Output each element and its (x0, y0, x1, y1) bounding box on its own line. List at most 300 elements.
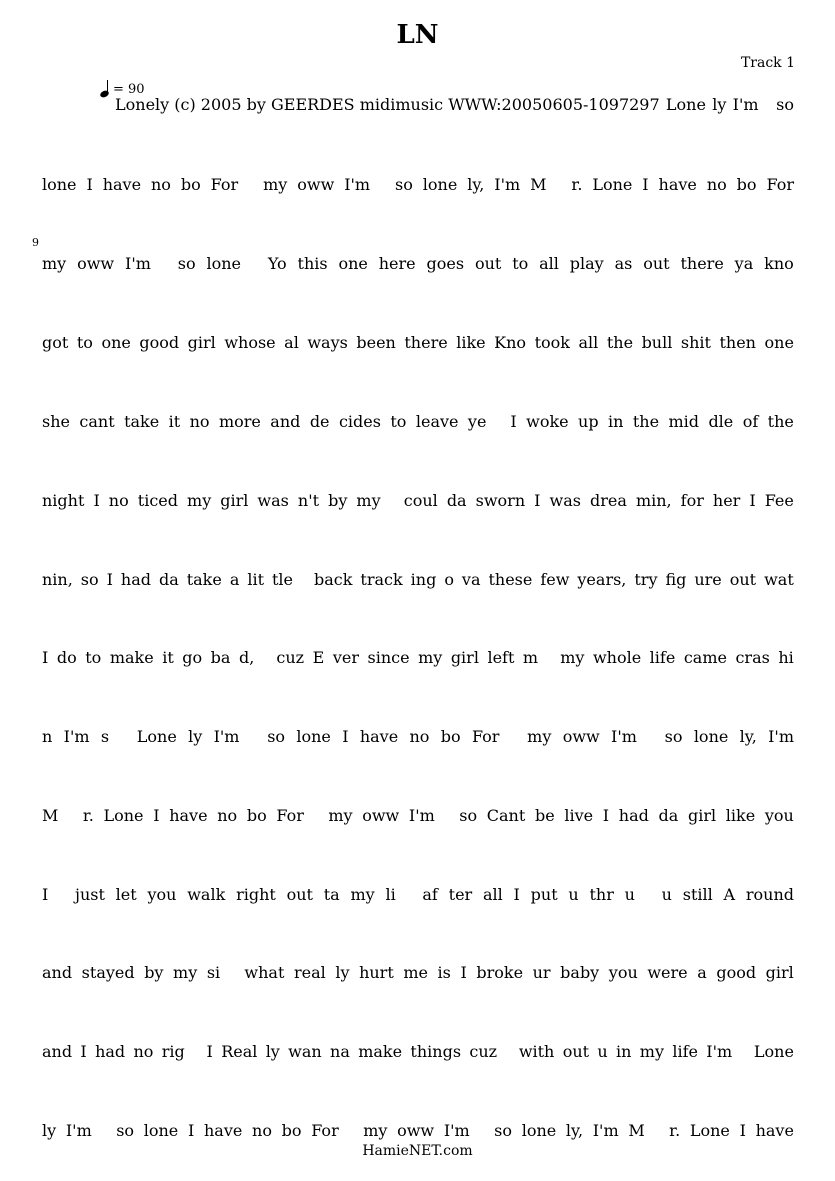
lyric-syllable: leave (415, 412, 459, 431)
lyric-syllable (511, 727, 516, 746)
lyric-syllable: u (568, 885, 579, 904)
lyric-syllable: girl (187, 333, 216, 352)
lyric-syllable: I (106, 570, 113, 589)
lyric-syllable: for (680, 491, 704, 510)
lyric-syllable: For (311, 1121, 339, 1140)
lyric-syllable (120, 727, 125, 746)
lyric-syllable: you (147, 885, 177, 904)
lyric-syllable: so (395, 175, 413, 194)
lyric-syllable: n (42, 727, 53, 746)
lyric-syllable: like (725, 806, 756, 825)
lyric-syllable: these (488, 570, 533, 589)
lyric-syllable: oww (77, 254, 115, 273)
lyric-syllable (407, 885, 412, 904)
lyric-syllable: kno (764, 254, 794, 273)
lyric-syllable: more (218, 412, 261, 431)
lyric-line (42, 963, 794, 982)
lyric-syllable: take (124, 412, 160, 431)
lyric-syllable: it (168, 412, 181, 431)
lyric-syllable: I (80, 1042, 87, 1061)
lyric-syllable: r. (669, 1121, 681, 1140)
lyric-syllable: ly (265, 1042, 280, 1061)
lyric-syllable: oww (362, 806, 400, 825)
lyric-syllable: bo (281, 1121, 302, 1140)
lyric-syllable: ba (210, 648, 231, 667)
lyric-syllable: ly, (739, 727, 757, 746)
lyric-syllable: ure (694, 570, 722, 589)
lyric-syllable: I (342, 727, 349, 746)
lyric-syllable: li (385, 885, 396, 904)
lyric-syllable: Real (221, 1042, 258, 1061)
lyric-syllable: Lone (136, 727, 177, 746)
lyric-syllable: lone (206, 254, 241, 273)
lyric-syllable: Lone (665, 95, 706, 114)
lyric-syllable: my (560, 648, 585, 667)
lyric-syllable: girl (450, 648, 479, 667)
lyric-syllable: I'm (592, 1121, 619, 1140)
lyric-syllable: I'm (732, 95, 759, 114)
lyric-syllable: girl (765, 963, 794, 982)
lyric-syllable: to (512, 254, 529, 273)
lyric-syllable (380, 175, 385, 194)
footer-credit: HamieNET.com (362, 1143, 473, 1159)
lyric-syllable: live (564, 806, 594, 825)
lyric-syllable: my (42, 254, 67, 273)
lyric-syllable: all (539, 254, 559, 273)
lyric-syllable: ter (448, 885, 473, 904)
lyric-syllable: fig (665, 570, 687, 589)
lyric-syllable (251, 727, 256, 746)
lyric-syllable: Lone (753, 1042, 794, 1061)
lyric-syllable: E (312, 648, 325, 667)
lyric-syllable: I'm (63, 727, 90, 746)
lyric-syllable (314, 806, 319, 825)
lyric-syllable: like (456, 333, 486, 352)
lyric-syllable: since (367, 648, 410, 667)
lyric-syllable: have (755, 1121, 794, 1140)
lyric-syllable: ing (410, 570, 437, 589)
lyric-syllable: lit (247, 570, 264, 589)
lyric-syllable: I (739, 1121, 746, 1140)
lyric-syllable: ly, (467, 175, 485, 194)
lyric-syllable: you (608, 963, 638, 982)
lyric-syllable: no (409, 727, 430, 746)
page-title: LN (396, 20, 439, 50)
lyric-syllable: bo (180, 175, 201, 194)
lyric-syllable: whose (224, 333, 276, 352)
lyric-syllable: the (767, 412, 794, 431)
lyric-syllable: my (173, 963, 198, 982)
lyric-syllable: was (257, 491, 289, 510)
tempo-value: = 90 (113, 82, 145, 97)
lyric-syllable (193, 1042, 198, 1061)
lyric-syllable: left (487, 648, 515, 667)
lyric-syllable: I'm (494, 175, 521, 194)
lyric-syllable: is (437, 963, 451, 982)
lyric-syllable: ver (332, 648, 359, 667)
lyric-syllable: night (42, 491, 85, 510)
lyric-syllable: dle (708, 412, 734, 431)
lyric-line (42, 885, 794, 904)
lyric-line (42, 491, 794, 510)
lyric-syllable: min, (635, 491, 672, 510)
lyric-syllable: I'm (125, 254, 151, 273)
lyric-syllable (646, 885, 651, 904)
lyric-syllable: u (597, 1042, 608, 1061)
lyric-syllable: bo (246, 806, 267, 825)
lyric-syllable: all (578, 333, 599, 352)
lyric-syllable: M (42, 806, 59, 825)
lyric-syllable: she (42, 412, 70, 431)
lyric-syllable: ta (323, 885, 340, 904)
lyric-syllable: Cant (486, 806, 526, 825)
lyric-syllable: baby (560, 963, 600, 982)
lyric-syllable: nin, (42, 570, 73, 589)
lyric-syllable: make (109, 648, 154, 667)
lyric-syllable: hi (778, 648, 794, 667)
lyric-syllable: by (328, 491, 348, 510)
lyric-syllable: no (189, 412, 210, 431)
lyric-syllable: up (578, 412, 599, 431)
lyric-syllable: I (86, 175, 93, 194)
lyric-syllable: her (712, 491, 741, 510)
lyric-syllable: so (80, 570, 99, 589)
lyric-syllable: out (729, 570, 757, 589)
lyric-syllable: bull (641, 333, 673, 352)
lyric-syllable: have (169, 806, 208, 825)
lyric-syllable: I (460, 963, 467, 982)
lyric-syllable: track (360, 570, 403, 589)
lyric-syllable (301, 570, 306, 589)
lyric-syllable: ticed (137, 491, 178, 510)
lyric-syllable: walk (187, 885, 226, 904)
lyric-syllable: For (766, 175, 794, 194)
lyric-syllable: with (518, 1042, 555, 1061)
lyric-syllable: u (624, 885, 635, 904)
lyric-syllable: I (510, 412, 517, 431)
lyric-syllable: have (203, 1121, 243, 1140)
lyric-syllable: rig (161, 1042, 185, 1061)
lyric-syllable: cuz (469, 1042, 498, 1061)
lyric-syllable: d, (238, 648, 255, 667)
lyric-syllable: ya (734, 254, 754, 273)
lyric-syllable: I (187, 1121, 195, 1140)
lyric-syllable: things (410, 1042, 462, 1061)
lyric-syllable: have (359, 727, 399, 746)
lyric-syllable (479, 1121, 484, 1140)
lyric-syllable: coul (403, 491, 438, 510)
lyric-line (42, 1121, 794, 1140)
lyric-line (42, 412, 794, 431)
lyric-syllable: tle (271, 570, 293, 589)
lyric-syllable: you (764, 806, 794, 825)
lyric-syllable: took (534, 333, 570, 352)
lyric-syllable: lone (521, 1121, 557, 1140)
lyric-syllable: to (390, 412, 407, 431)
lyric-syllable: na (330, 1042, 350, 1061)
lyric-syllable: no (133, 1042, 154, 1061)
lyric-syllable: ly (712, 95, 727, 114)
lyric-syllable: drea (590, 491, 627, 510)
lyric-syllable (741, 1042, 746, 1061)
lyric-syllable: so (267, 727, 286, 746)
lyric-syllable: my (350, 885, 375, 904)
lyric-syllable: girl (220, 491, 249, 510)
lyric-syllable: were (647, 963, 688, 982)
lyric-syllable: do (56, 648, 77, 667)
lyric-syllable: A (723, 885, 736, 904)
lyric-syllable: I (602, 806, 610, 825)
lyric-syllable: da (658, 806, 679, 825)
lyric-syllable: my (187, 491, 212, 510)
lyric-syllable: in (608, 412, 624, 431)
lyric-line (115, 95, 794, 114)
lyric-syllable (390, 491, 395, 510)
lyric-syllable: so (116, 1121, 135, 1140)
lyric-syllable: I (42, 648, 49, 667)
lyric-syllable (765, 95, 770, 114)
lyric-syllable: ly (42, 1121, 57, 1140)
lyric-syllable (248, 175, 253, 194)
lyric-syllable: lone (296, 727, 331, 746)
lyric-syllable: I (642, 175, 649, 194)
lyric-syllable: out (474, 254, 502, 273)
lyric-syllable: one (764, 333, 794, 352)
lyric-syllable: stayed (81, 963, 135, 982)
lyric-syllable: I'm (706, 1042, 733, 1061)
lyric-syllable: n't (297, 491, 320, 510)
lyric-syllable (252, 254, 257, 273)
lyric-syllable: thr (589, 885, 614, 904)
lyric-syllable: the (606, 333, 634, 352)
lyric-syllable (348, 1121, 353, 1140)
lyric-syllable: lone (422, 175, 458, 194)
lyric-syllable: so (459, 806, 478, 825)
lyric-syllable: Lone (689, 1121, 730, 1140)
lyric-syllable: goes (426, 254, 465, 273)
lyric-syllable (556, 175, 561, 194)
lyric-line (42, 648, 794, 667)
lyric-syllable: broke (476, 963, 524, 982)
lyric-syllable: all (482, 885, 503, 904)
lyric-syllable: whole (592, 648, 642, 667)
lyric-syllable: as (614, 254, 633, 273)
lyric-syllable: I'm (768, 727, 794, 746)
lyric-syllable: r. (82, 806, 94, 825)
lyric-syllable: no (706, 175, 727, 194)
lyric-syllable: go (182, 648, 203, 667)
lyric-syllable: let (115, 885, 137, 904)
lyric-syllable: in (616, 1042, 632, 1061)
lyric-syllable: I'm (443, 1121, 470, 1140)
lyric-syllable (648, 727, 653, 746)
lyric-syllable: da (446, 491, 467, 510)
lyric-line (42, 570, 794, 589)
lyric-syllable: cant (79, 412, 115, 431)
lyric-syllable: just (74, 885, 105, 904)
lyric-syllable: there (680, 254, 724, 273)
lyric-syllable: put (530, 885, 558, 904)
lyric-syllable (101, 1121, 106, 1140)
lyric-syllable: de (309, 412, 330, 431)
lyric-syllable: to (85, 648, 102, 667)
lyric-syllable: so (776, 95, 794, 114)
lyric-syllable: my (363, 1121, 388, 1140)
quarter-note-head (99, 89, 110, 98)
lyric-syllable: one (101, 333, 131, 352)
lyric-syllable: so (177, 254, 196, 273)
lyric-syllable (547, 648, 552, 667)
lyric-syllable: back (314, 570, 353, 589)
lyric-syllable: I (513, 885, 520, 904)
lyric-syllable: si (206, 963, 221, 982)
lyric-syllable: lone (143, 1121, 179, 1140)
lyric-line (42, 254, 794, 273)
lyric-syllable: mid (668, 412, 700, 431)
lyric-syllable: For (276, 806, 304, 825)
lyric-syllable (68, 806, 73, 825)
lyric-syllable: what (244, 963, 285, 982)
lyric-syllable: few (540, 570, 570, 589)
lyric-syllable: by (144, 963, 164, 982)
lyric-syllable: so (664, 727, 683, 746)
lyric-syllable: I (93, 491, 100, 510)
lyric-syllable: and (42, 963, 73, 982)
lyric-syllable: had (618, 806, 649, 825)
lyric-syllable: I (153, 806, 160, 825)
lyric-syllable (59, 885, 64, 904)
lyric-syllable: no (217, 806, 238, 825)
lyric-syllable: life (649, 648, 676, 667)
lyric-syllable: hurt (359, 963, 394, 982)
lyric-syllable: I'm (344, 175, 371, 194)
lyric-syllable: had (120, 570, 151, 589)
lyric-syllable: woke (526, 412, 569, 431)
lyric-syllable: came (683, 648, 727, 667)
lyric-syllable: I (534, 491, 541, 510)
lyric-syllable: M (628, 1121, 645, 1140)
lyric-syllable: good (139, 333, 180, 352)
lyric-syllable: For (471, 727, 500, 746)
lyric-syllable: no (150, 175, 171, 194)
lyric-syllable: I'm (408, 806, 435, 825)
lyric-line (42, 806, 794, 825)
lyric-syllable: u (661, 885, 672, 904)
lyric-syllable: shit (680, 333, 711, 352)
lyric-syllable: then (719, 333, 756, 352)
lyric-syllable: of (742, 412, 759, 431)
lyric-syllable: been (356, 333, 396, 352)
lyric-syllable: wat (764, 570, 794, 589)
lyric-syllable: my (263, 175, 288, 194)
lyric-syllable: so (494, 1121, 513, 1140)
measure-number: 9 (32, 236, 39, 249)
lyric-syllable: s (100, 727, 110, 746)
lyric-syllable: ye (467, 412, 487, 431)
lyric-syllable (505, 1042, 510, 1061)
lyric-syllable: out (562, 1042, 590, 1061)
lyric-syllable: make (358, 1042, 403, 1061)
lyric-syllable: no (108, 491, 129, 510)
lyric-syllable: got (42, 333, 69, 352)
lyric-syllable: af (422, 885, 438, 904)
lyric-syllable: years, (577, 570, 627, 589)
lyric-line (42, 1042, 794, 1061)
lyric-syllable: o (444, 570, 454, 589)
lyric-syllable: to (76, 333, 93, 352)
lyric-syllable: I (749, 491, 756, 510)
lyric-syllable: have (102, 175, 142, 194)
lyric-syllable: here (378, 254, 416, 273)
lyric-syllable: there (404, 333, 448, 352)
lyric-syllable: Kno (494, 333, 527, 352)
lyric-syllable: al (284, 333, 299, 352)
lyric-syllable: I'm (611, 727, 637, 746)
lyric-syllable: out (286, 885, 313, 904)
lyric-syllable: it (162, 648, 174, 667)
lyric-syllable: Yo (267, 254, 287, 273)
lyric-syllable (263, 648, 268, 667)
lyric-syllable: and (42, 1042, 73, 1061)
lyric-syllable: I (206, 1042, 213, 1061)
lyric-syllable: a (697, 963, 707, 982)
lyric-syllable: Lone (592, 175, 633, 194)
lyric-syllable: cides (338, 412, 381, 431)
lyric-syllable (162, 254, 167, 273)
lyric-syllable: life (672, 1042, 698, 1061)
lyric-syllable: right (236, 885, 276, 904)
lyric-syllable: my (639, 1042, 664, 1061)
lyric-syllable: my (356, 491, 381, 510)
lyric-syllable: Lonely (c) 2005 by GEERDES midimusic WWW:20050605-1097297 (115, 95, 660, 114)
lyric-syllable: be (534, 806, 555, 825)
lyric-syllable (444, 806, 449, 825)
lyric-syllable: play (569, 254, 604, 273)
lyric-syllable: r. (571, 175, 583, 194)
lyric-syllable: M (530, 175, 547, 194)
lyric-syllable: I'm (213, 727, 240, 746)
lyric-syllable: da (158, 570, 179, 589)
lyric-syllable: and (270, 412, 301, 431)
lyric-syllable: no (252, 1121, 272, 1140)
lyric-syllable: had (95, 1042, 126, 1061)
lyric-syllable: me (403, 963, 428, 982)
lyric-line (42, 333, 794, 352)
track-label: Track 1 (740, 55, 795, 71)
lyric-syllable: real (293, 963, 326, 982)
lyric-syllable (230, 963, 235, 982)
lyric-syllable: Lone (103, 806, 144, 825)
lyric-syllable: oww (397, 1121, 435, 1140)
lyric-syllable: ly (335, 963, 350, 982)
lyric-syllable: my (328, 806, 353, 825)
lyric-syllable: round (745, 885, 794, 904)
lyric-syllable: bo (440, 727, 461, 746)
lyric-syllable: cuz (276, 648, 305, 667)
lyric-syllable: I'm (65, 1121, 92, 1140)
lyric-syllable: one (338, 254, 368, 273)
lyric-syllable: va (461, 570, 481, 589)
lyric-syllable: my (527, 727, 552, 746)
lyric-syllable: ly (188, 727, 203, 746)
lyric-line (42, 727, 794, 746)
lyric-syllable (496, 412, 501, 431)
lyric-syllable: bo (736, 175, 757, 194)
lyric-syllable: Fee (764, 491, 794, 510)
lyric-syllable: lone (42, 175, 77, 194)
lyric-syllable: oww (297, 175, 335, 194)
lyric-syllable: out (643, 254, 670, 273)
